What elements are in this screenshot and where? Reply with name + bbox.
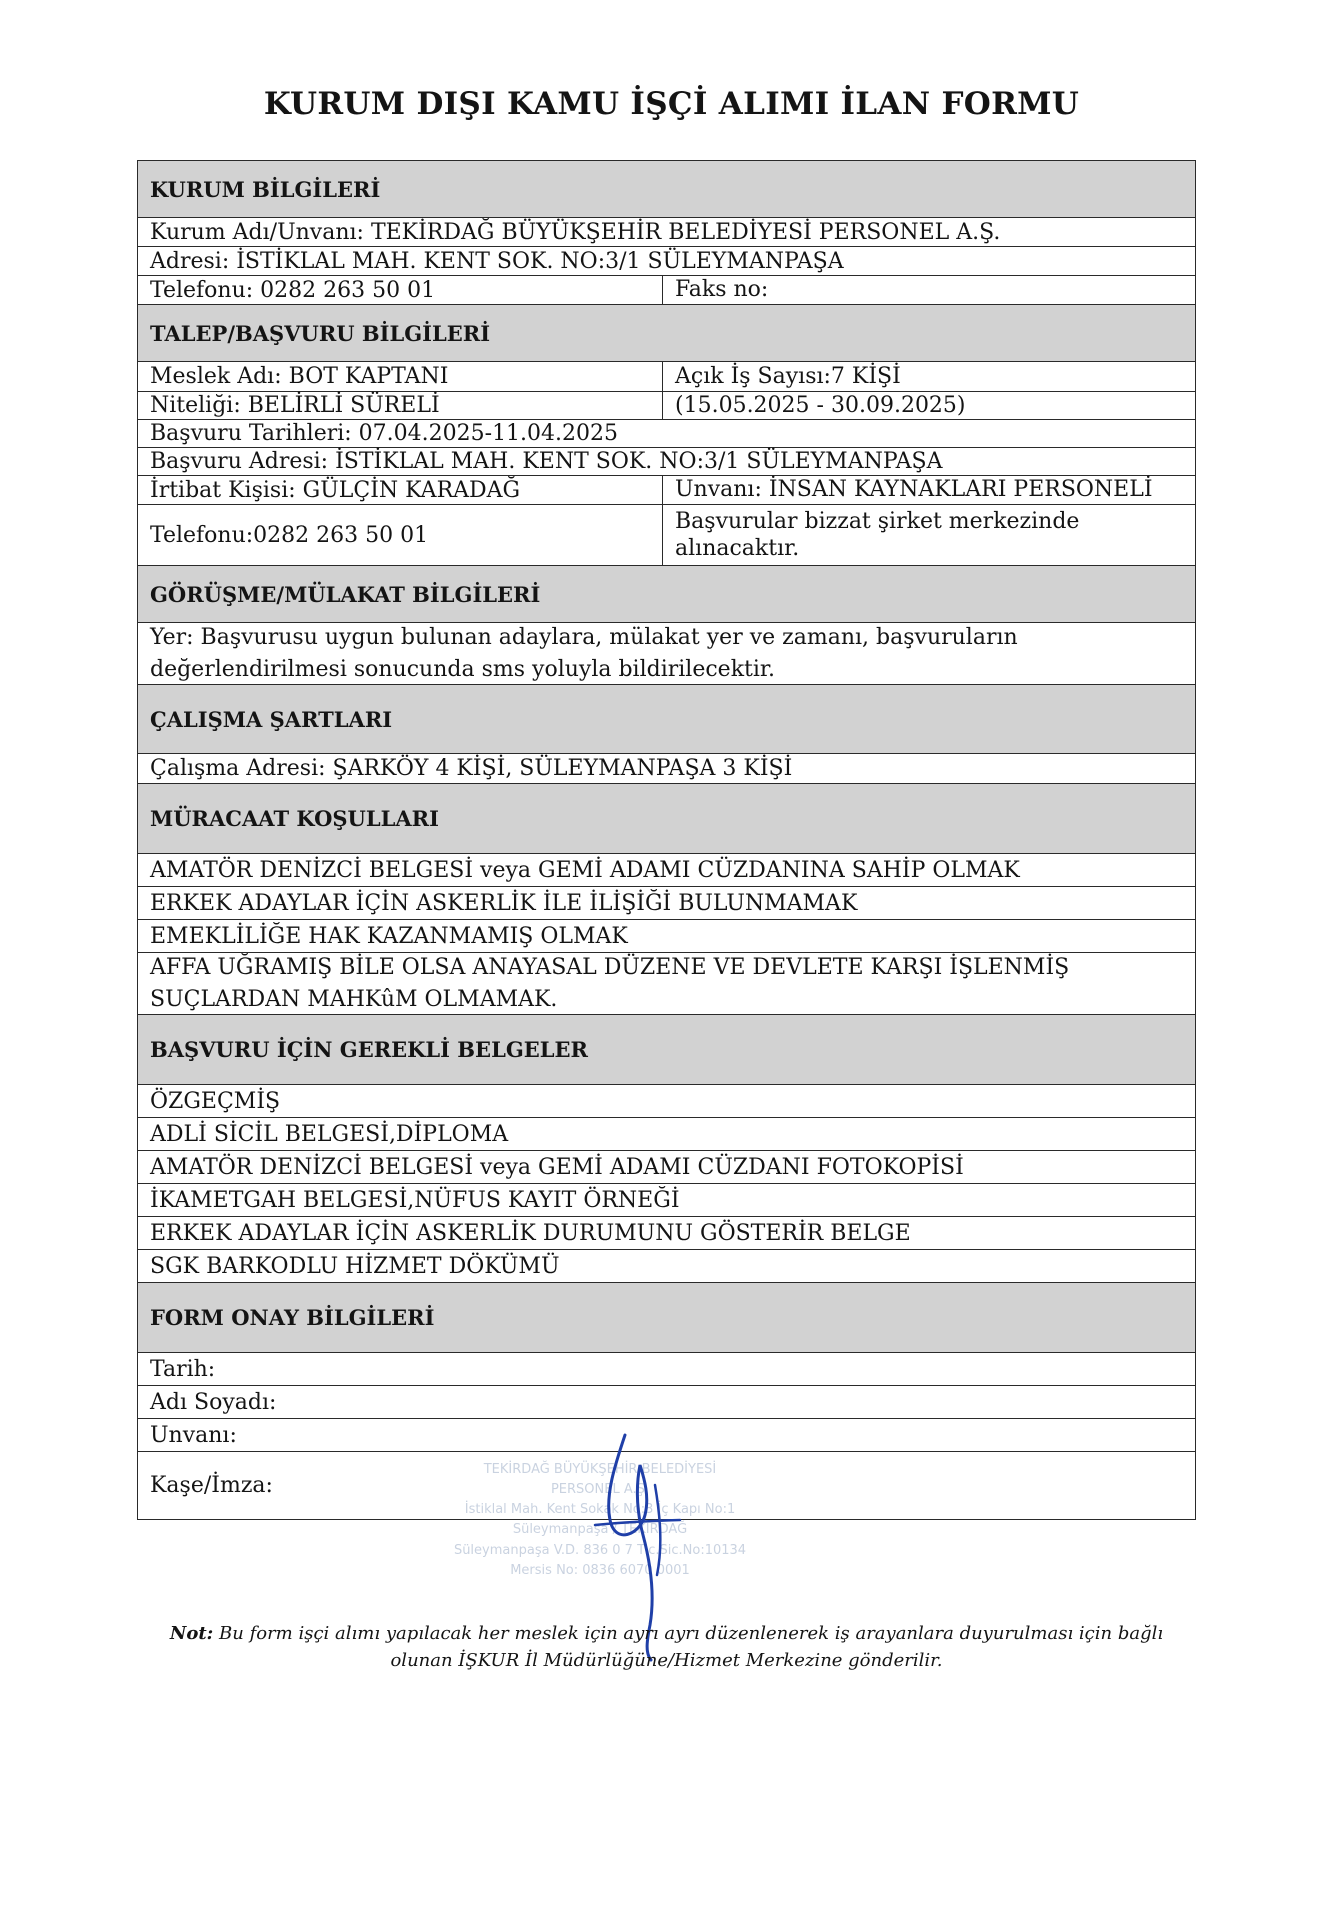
application-dates: Başvuru Tarihleri: 07.04.2025-11.04.2025: [150, 421, 619, 446]
kurum-address-row: [138, 247, 1195, 276]
document-row: [138, 1118, 1195, 1151]
document-item: İKAMETGAH BELGESİ,NÜFUS KAYIT ÖRNEĞİ: [150, 1187, 680, 1213]
note-text: Bu form işçi alımı yapılacak her meslek için ayrı ayrı düzenlenerek iş arayanlara duyurulması için bağlı olunan İŞKUR İl Müdürlüğüne/Hizmet Merkezine gönderilir.: [219, 1623, 1164, 1671]
nature-row: [138, 392, 1195, 420]
contact-row: [138, 476, 1195, 505]
condition-row: [138, 953, 1195, 1015]
dates-row: [138, 420, 1195, 448]
kurum-phone: Telefonu: 0282 263 50 01: [138, 276, 663, 304]
document-row: [138, 1217, 1195, 1250]
document-item: ADLİ SİCİL BELGESİ,DİPLOMA: [150, 1121, 509, 1147]
condition-row: [138, 920, 1195, 953]
kurum-name-row: [138, 218, 1195, 247]
work-address: Çalışma Adresi: ŞARKÖY 4 KİŞİ, SÜLEYMANPAŞA 3 KİŞİ: [150, 756, 793, 781]
section-onay-heading: FORM ONAY BİLGİLERİ: [138, 1283, 1195, 1353]
apply-address-row: [138, 448, 1195, 476]
kurum-address: Adresi: İSTİKLAL MAH. KENT SOK. NO:3/1 SÜLEYMANPAŞA: [150, 248, 844, 274]
document-row: [138, 1250, 1195, 1283]
condition-item: AMATÖR DENİZCİ BELGESİ veya GEMİ ADAMI CÜZDANINA SAHİP OLMAK: [150, 857, 1020, 883]
section-gorusme-heading: GÖRÜŞME/MÜLAKAT BİLGİLERİ: [138, 566, 1195, 623]
condition-item: ERKEK ADAYLAR İÇİN ASKERLİK İLE İLİŞİĞİ BULUNMAMAK: [150, 890, 858, 916]
contact-title: Unvanı: İNSAN KAYNAKLARI PERSONELİ: [675, 477, 1153, 503]
kurum-phone-row: [138, 276, 1195, 305]
contact-phone: Telefonu:0282 263 50 01: [138, 505, 663, 565]
work-address-row: [138, 754, 1195, 784]
approval-date-row: [138, 1353, 1195, 1386]
document-row: [138, 1151, 1195, 1184]
occupation: Meslek Adı: BOT KAPTANI: [138, 362, 663, 391]
document-item: ERKEK ADAYLAR İÇİN ASKERLİK DURUMUNU GÖSTERİR BELGE: [150, 1220, 911, 1246]
section-talep-heading: TALEP/BAŞVURU BİLGİLERİ: [138, 305, 1195, 362]
contact-phone-row: [138, 505, 1195, 566]
section-muracaat-heading: MÜRACAAT KOŞULLARI: [138, 784, 1195, 854]
section-belgeler-heading: BAŞVURU İÇİN GEREKLİ BELGELER: [138, 1015, 1195, 1085]
stamp-line: PERSONEL A.Ş.: [550, 1482, 650, 1498]
document-item: SGK BARKODLU HİZMET DÖKÜMÜ: [150, 1253, 560, 1279]
form-title: KURUM DIŞI KAMU İŞÇİ ALIMI İLAN FORMU: [263, 86, 1080, 122]
condition-row: [138, 854, 1195, 887]
kurum-fax: Faks no:: [675, 277, 769, 303]
stamp-line: Süleymanpaşa V.D. 836 0 7 Tic.Sic.No:10134: [453, 1542, 747, 1558]
document-row: [138, 1085, 1195, 1118]
application-address: Başvuru Adresi: İSTİKLAL MAH. KENT SOK. NO:3/1 SÜLEYMANPAŞA: [150, 449, 943, 474]
document-row: [138, 1184, 1195, 1217]
occupation-row: [138, 362, 1195, 392]
condition-item: EMEKLİLİĞE HAK KAZANMAMIŞ OLMAK: [150, 923, 628, 949]
approval-name-row: [138, 1386, 1195, 1419]
job-nature: Niteliği: BELİRLİ SÜRELİ: [138, 392, 663, 419]
stamp-line: Süleymanpaşa / TEKİRDAĞ: [512, 1522, 688, 1538]
apply-note: Başvurular bizzat şirket merkezinde alınacaktır.: [675, 508, 1080, 561]
open-jobs: Açık İş Sayısı:7 KİŞİ: [675, 363, 901, 389]
approval-name-label: Adı Soyadı:: [150, 1389, 277, 1415]
application-form: [137, 160, 1196, 1520]
document-item: AMATÖR DENİZCİ BELGESİ veya GEMİ ADAMI CÜZDANI FOTOKOPİSİ: [150, 1154, 964, 1180]
approval-title-label: Unvanı:: [150, 1422, 237, 1448]
approval-date-label: Tarih:: [150, 1356, 216, 1382]
kurum-name: Kurum Adı/Unvanı: TEKİRDAĞ BÜYÜKŞEHİR BELEDİYESİ PERSONEL A.Ş.: [150, 219, 1001, 245]
stamp-line: İstiklal Mah. Kent Sokak No:3 İç Kapı No:1: [464, 1502, 736, 1518]
note-label: Not:: [169, 1623, 214, 1644]
interview-place: Yer: Başvurusu uygun bulunan adaylara, mülakat yer ve zamanı, başvuruların değerlendirilmesi sonucunda sms yoluyla bildirilecektir.: [150, 624, 1018, 682]
approval-stamp-label: Kaşe/İmza:: [150, 1473, 273, 1498]
stamp-line: TEKİRDAĞ BÜYÜKŞEHİR BELEDİYESİ: [483, 1462, 717, 1477]
footer-note: [137, 1620, 1196, 1674]
condition-item: AFFA UĞRAMIŞ BİLE OLSA ANAYASAL DÜZENE VE DEVLETE KARŞI İŞLENMİŞ SUÇLARDAN MAHKûM OLMAMAK.: [150, 954, 1070, 1012]
document-item: ÖZGEÇMİŞ: [150, 1088, 281, 1114]
section-kurum-heading: KURUM BİLGİLERİ: [138, 161, 1195, 218]
stamp-line: Mersis No: 0836 6070 0001: [510, 1562, 690, 1578]
section-calisma-heading: ÇALIŞMA ŞARTLARI: [138, 685, 1195, 754]
condition-row: [138, 887, 1195, 920]
job-period: (15.05.2025 - 30.09.2025): [675, 392, 966, 418]
interview-place-row: [138, 623, 1195, 685]
contact-person: İrtibat Kişisi: GÜLÇİN KARADAĞ: [138, 476, 663, 504]
